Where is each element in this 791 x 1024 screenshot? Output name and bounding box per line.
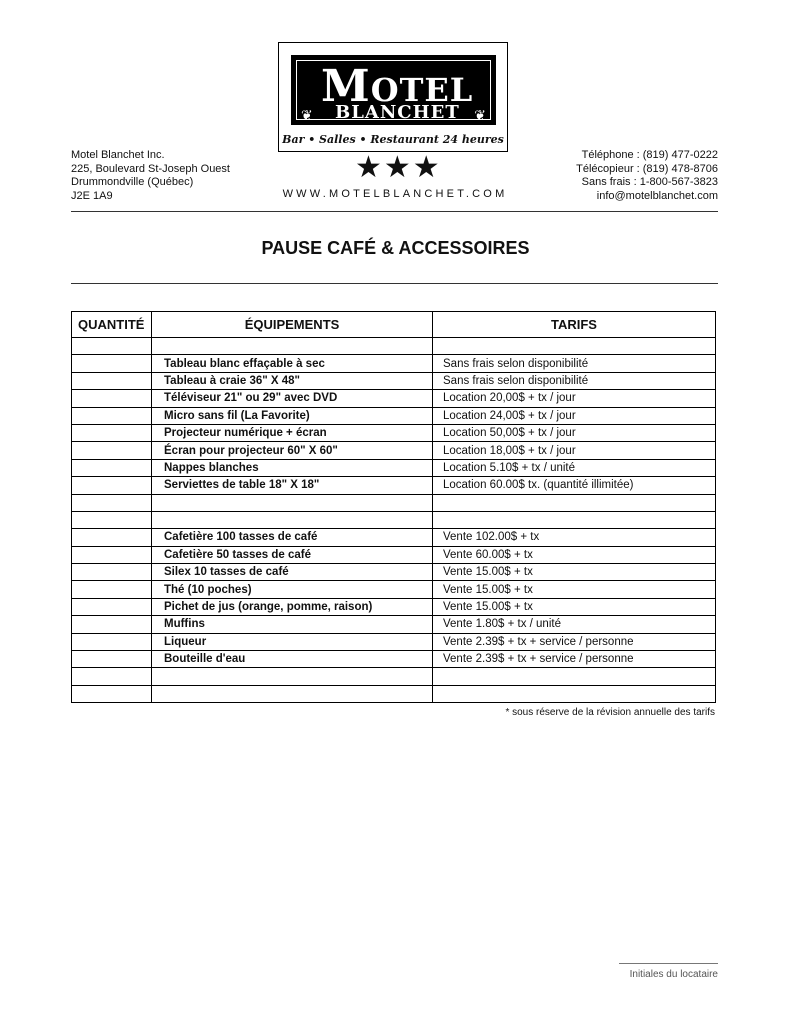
- quantity-cell[interactable]: [72, 685, 152, 702]
- equipment-cell: Micro sans fil (La Favorite): [152, 407, 433, 424]
- rate-cell: [433, 668, 716, 685]
- table-row: [72, 529, 716, 546]
- quantity-cell[interactable]: [72, 668, 152, 685]
- table-row: [72, 546, 716, 563]
- header-divider: [71, 211, 718, 212]
- initials-label: Initiales du locataire: [629, 969, 718, 980]
- website-url: WWW.MOTELBLANCHET.COM: [282, 188, 508, 200]
- equipment-cell: [152, 338, 433, 355]
- table-row: [72, 598, 716, 615]
- table-row: [72, 355, 716, 372]
- table-row: [72, 459, 716, 476]
- quantity-cell[interactable]: [72, 372, 152, 389]
- title-divider: [71, 283, 718, 284]
- equipment-cell: Nappes blanches: [152, 459, 433, 476]
- header-equipment: ÉQUIPEMENTS: [152, 312, 433, 338]
- logo-black-panel: [291, 55, 496, 125]
- logo-blanchet-text: BLANCHET: [335, 102, 460, 123]
- address-line-postal: J2E 1A9: [71, 189, 113, 202]
- quantity-cell[interactable]: [72, 338, 152, 355]
- rate-cell: [433, 494, 716, 511]
- equipment-cell: Tableau à craie 36" X 48": [152, 372, 433, 389]
- price-table: [71, 311, 716, 703]
- quantity-cell[interactable]: [72, 459, 152, 476]
- table-row: [72, 407, 716, 424]
- equipment-cell: Bouteille d'eau: [152, 651, 433, 668]
- table-row: [72, 685, 716, 702]
- table-row: [72, 581, 716, 598]
- company-address: [71, 149, 230, 203]
- rate-cell: Sans frais selon disponibilité: [433, 355, 716, 372]
- quantity-cell[interactable]: [72, 424, 152, 441]
- equipment-cell: Thé (10 poches): [152, 581, 433, 598]
- contact-email: info@motelblanchet.com: [596, 189, 718, 202]
- header-rates: TARIFS: [433, 312, 716, 338]
- quantity-cell[interactable]: [72, 581, 152, 598]
- rate-cell: [433, 338, 716, 355]
- table-row: [72, 477, 716, 494]
- left-flourish-icon: ❦: [301, 107, 313, 123]
- equipment-cell: Serviettes de table 18" X 18": [152, 477, 433, 494]
- equipment-cell: Pichet de jus (orange, pomme, raison): [152, 598, 433, 615]
- equipment-cell: Cafetière 100 tasses de café: [152, 529, 433, 546]
- equipment-cell: [152, 685, 433, 702]
- rate-cell: Vente 15.00$ + tx: [433, 564, 716, 581]
- quantity-cell[interactable]: [72, 633, 152, 650]
- table-row: [72, 442, 716, 459]
- quantity-cell[interactable]: [72, 407, 152, 424]
- table-row: [72, 616, 716, 633]
- equipment-cell: Projecteur numérique + écran: [152, 424, 433, 441]
- rating-stars-icon: ★★★: [355, 150, 442, 185]
- quantity-cell[interactable]: [72, 616, 152, 633]
- initials-signature-line: [619, 963, 718, 964]
- rate-revision-note: * sous réserve de la révision annuelle des tarifs: [505, 707, 715, 718]
- table-header-row: [72, 312, 716, 338]
- rate-cell: [433, 511, 716, 528]
- rate-cell: Location 20,00$ + tx / jour: [433, 390, 716, 407]
- quantity-cell[interactable]: [72, 529, 152, 546]
- header-quantity: QUANTITÉ: [72, 312, 152, 338]
- rate-cell: Vente 60.00$ + tx: [433, 546, 716, 563]
- rate-cell: [433, 685, 716, 702]
- quantity-cell[interactable]: [72, 511, 152, 528]
- address-line-street: 225, Boulevard St-Joseph Ouest: [71, 162, 230, 175]
- contact-tollfree: Sans frais : 1-800-567-3823: [581, 176, 718, 188]
- table-row: [72, 494, 716, 511]
- rate-cell: Location 60.00$ tx. (quantité illimitée): [433, 477, 716, 494]
- equipment-cell: Téléviseur 21" ou 29" avec DVD: [152, 390, 433, 407]
- rate-cell: Location 24,00$ + tx / jour: [433, 407, 716, 424]
- quantity-cell[interactable]: [72, 355, 152, 372]
- quantity-cell[interactable]: [72, 442, 152, 459]
- table-row: [72, 668, 716, 685]
- rate-cell: Location 18,00$ + tx / jour: [433, 442, 716, 459]
- quantity-cell[interactable]: [72, 477, 152, 494]
- equipment-cell: Muffins: [152, 616, 433, 633]
- table-row: [72, 564, 716, 581]
- rate-cell: Vente 15.00$ + tx: [433, 598, 716, 615]
- page-title: PAUSE CAFÉ & ACCESSOIRES: [261, 238, 530, 258]
- logo-motel-text: MOTEL: [321, 61, 474, 112]
- quantity-cell[interactable]: [72, 494, 152, 511]
- equipment-cell: Liqueur: [152, 633, 433, 650]
- equipment-cell: Cafetière 50 tasses de café: [152, 546, 433, 563]
- rate-cell: Vente 15.00$ + tx: [433, 581, 716, 598]
- rate-cell: Vente 2.39$ + tx + service / personne: [433, 633, 716, 650]
- address-line-name: Motel Blanchet Inc.: [71, 149, 165, 161]
- equipment-cell: Tableau blanc effaçable à sec: [152, 355, 433, 372]
- quantity-cell[interactable]: [72, 390, 152, 407]
- equipment-cell: [152, 511, 433, 528]
- equipment-cell: [152, 494, 433, 511]
- table-row: [72, 390, 716, 407]
- rate-cell: Location 5.10$ + tx / unité: [433, 459, 716, 476]
- table-row: [72, 651, 716, 668]
- table-row: [72, 633, 716, 650]
- rate-cell: Vente 1.80$ + tx / unité: [433, 616, 716, 633]
- logo-tagline: Bar • Salles • Restaurant 24 heures: [282, 133, 504, 146]
- contact-info: [576, 149, 718, 203]
- right-flourish-icon: ❦: [474, 107, 486, 123]
- contact-fax: Télécopieur : (819) 478-8706: [576, 162, 718, 175]
- table-row: [72, 511, 716, 528]
- equipment-cell: Écran pour projecteur 60" X 60": [152, 442, 433, 459]
- contact-phone: Téléphone : (819) 477-0222: [581, 149, 718, 161]
- rate-cell: Sans frais selon disponibilité: [433, 372, 716, 389]
- rate-cell: Vente 2.39$ + tx + service / personne: [433, 651, 716, 668]
- quantity-cell[interactable]: [72, 546, 152, 563]
- quantity-cell[interactable]: [72, 564, 152, 581]
- address-line-city: Drummondville (Québec): [71, 176, 194, 188]
- table-row: [72, 338, 716, 355]
- quantity-cell[interactable]: [72, 598, 152, 615]
- rate-cell: Location 50,00$ + tx / jour: [433, 424, 716, 441]
- table-row: [72, 424, 716, 441]
- table-row: [72, 372, 716, 389]
- rate-cell: Vente 102.00$ + tx: [433, 529, 716, 546]
- motel-logo: [278, 42, 508, 152]
- equipment-cell: [152, 668, 433, 685]
- equipment-cell: Silex 10 tasses de café: [152, 564, 433, 581]
- quantity-cell[interactable]: [72, 651, 152, 668]
